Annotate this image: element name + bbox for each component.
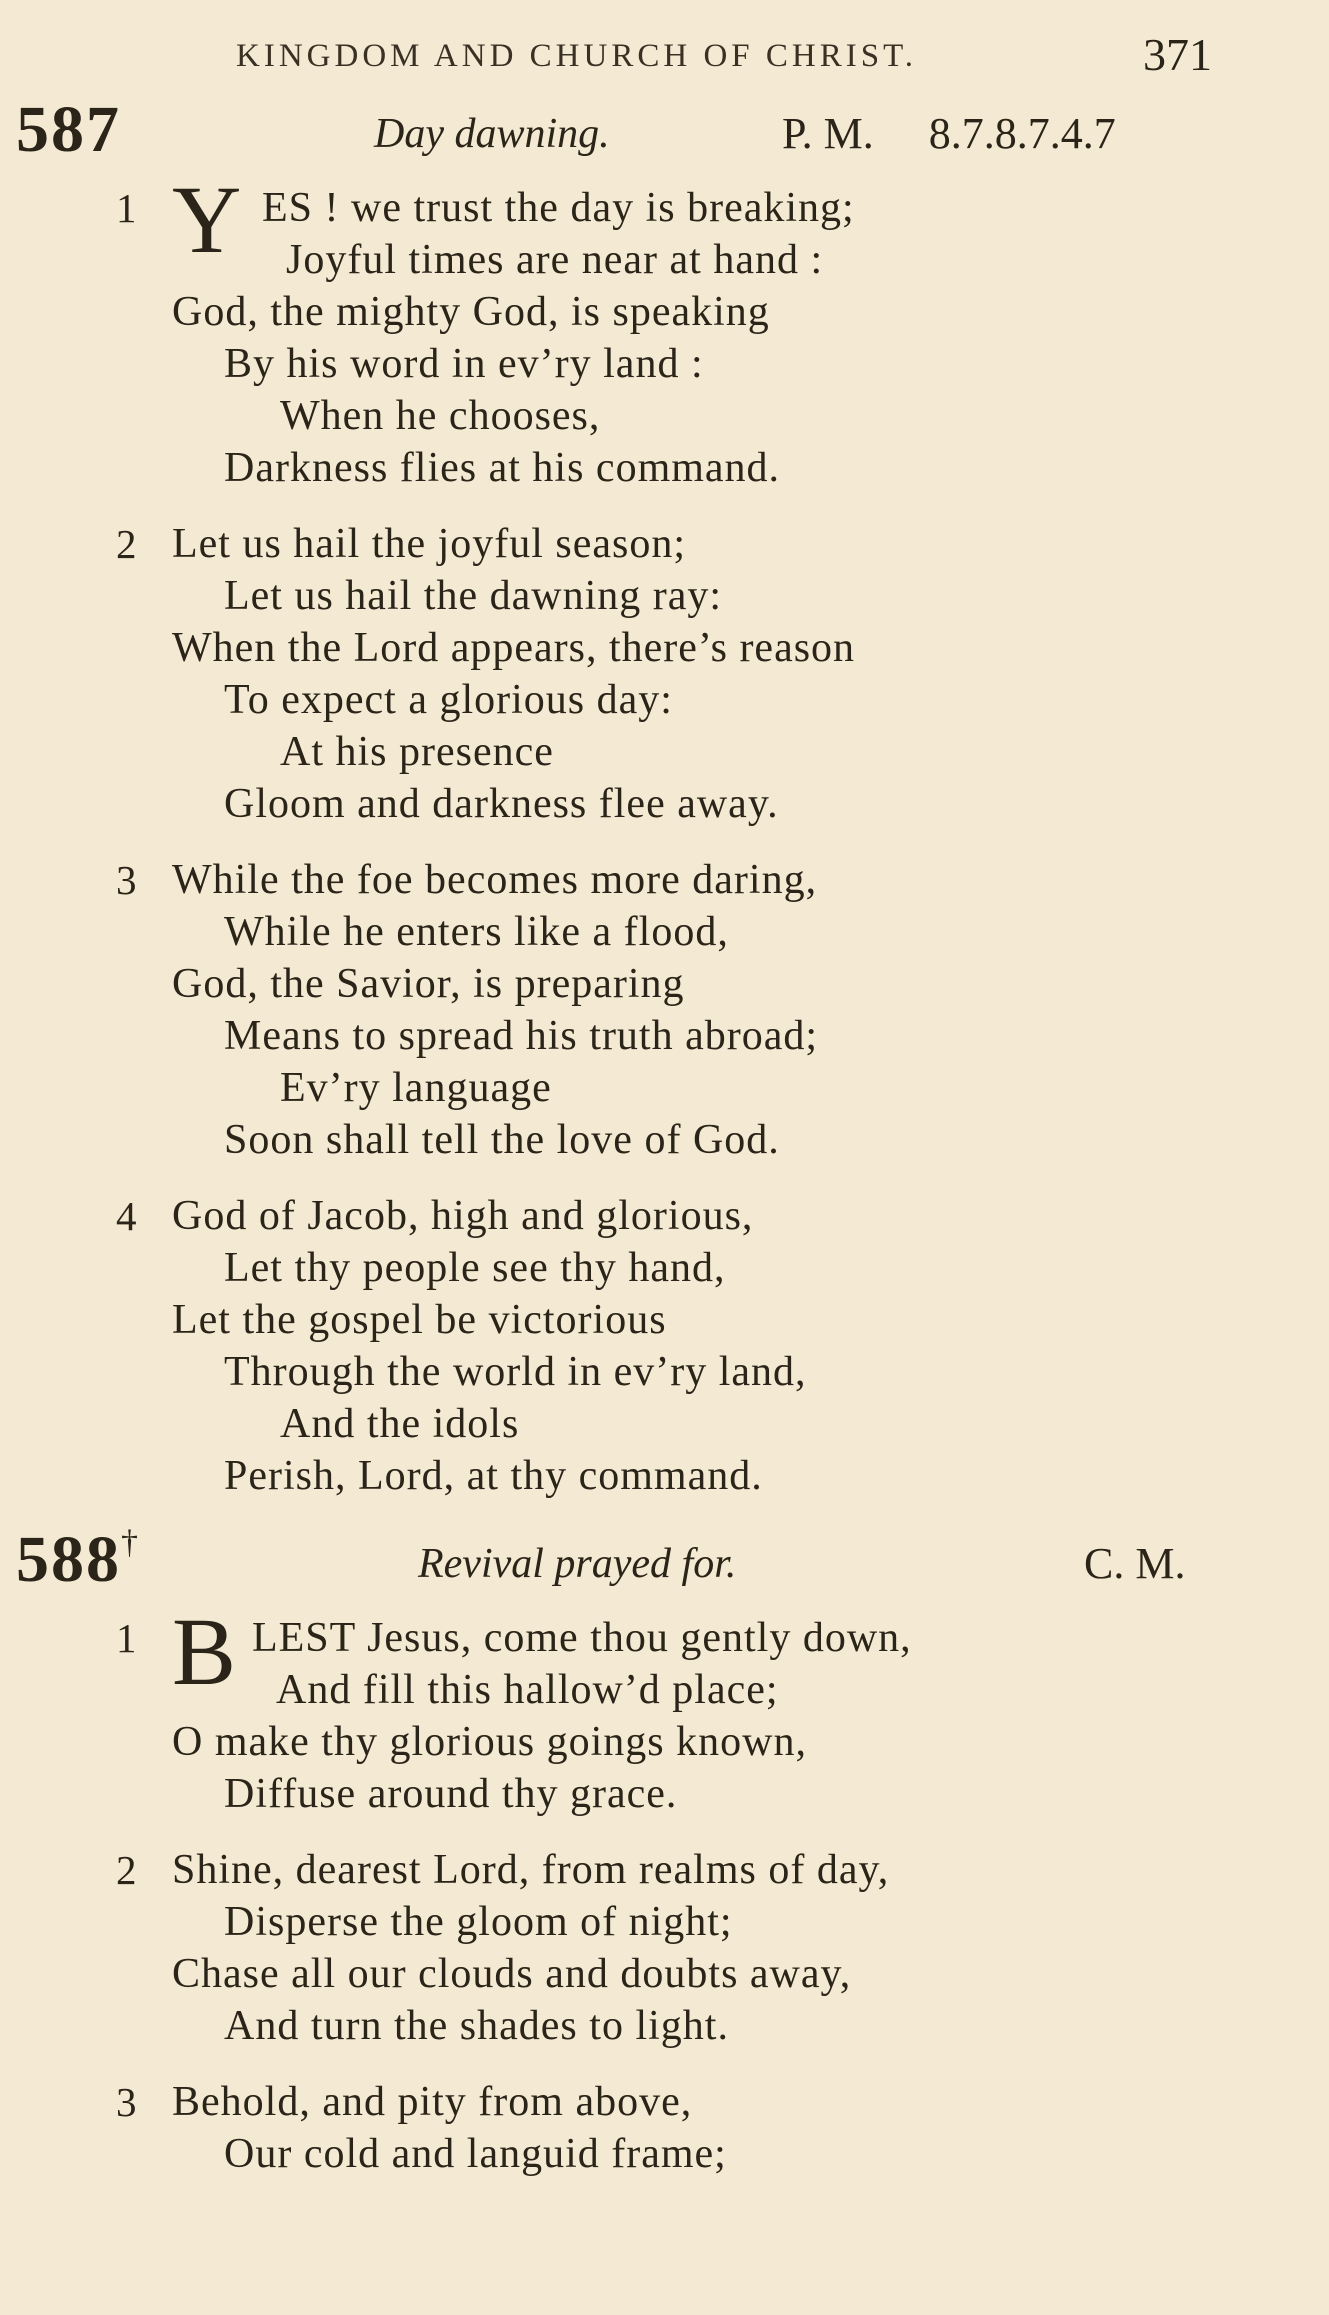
page-number: 371 bbox=[1143, 29, 1212, 80]
verse-number: 3 bbox=[116, 857, 137, 903]
verse-line: God of Jacob, high and glorious, bbox=[172, 1193, 754, 1239]
verse-line: Behold, and pity from above, bbox=[172, 2079, 693, 2125]
verse-line: Perish, Lord, at thy command. bbox=[224, 1453, 763, 1499]
verse-line: By his word in ev’ry land : bbox=[224, 341, 704, 387]
verse-line: ES ! we trust the day is breaking; bbox=[262, 185, 855, 231]
verse-line: Let the gospel be victorious bbox=[172, 1297, 667, 1343]
verse-line: While the foe becomes more daring, bbox=[172, 857, 818, 903]
verse-line: Gloom and darkness flee away. bbox=[224, 781, 779, 827]
hymn-meter: C. M. bbox=[1084, 1539, 1186, 1588]
verse-line: God, the mighty God, is speaking bbox=[172, 289, 770, 335]
verse-number: 4 bbox=[116, 1193, 137, 1239]
verse-line: And turn the shades to light. bbox=[224, 2003, 729, 2049]
verse-line: At his presence bbox=[280, 729, 554, 775]
verse-line: Darkness flies at his command. bbox=[224, 445, 781, 491]
verse-number: 1 bbox=[116, 185, 137, 231]
verse-line: God, the Savior, is preparing bbox=[172, 961, 685, 1007]
hymn-number: 588† bbox=[16, 1523, 140, 1596]
hymn-number: 587 bbox=[16, 93, 121, 166]
verse-line: To expect a glorious day: bbox=[224, 677, 673, 723]
verse-line: When the Lord appears, there’s reason bbox=[172, 625, 856, 671]
verse-number: 3 bbox=[116, 2079, 137, 2125]
verse-line: Soon shall tell the love of God. bbox=[224, 1117, 780, 1163]
verse-line: Diffuse around thy grace. bbox=[224, 1771, 678, 1817]
verse-line: Joyful times are near at hand : bbox=[286, 237, 824, 283]
verse-line: Let thy people see thy hand, bbox=[224, 1245, 726, 1291]
hymn-meter: P. M. 8.7.8.7.4.7 bbox=[782, 109, 1116, 158]
running-title: KINGDOM AND CHURCH OF CHRIST. bbox=[236, 38, 918, 74]
verse-line: Let us hail the dawning ray: bbox=[224, 573, 723, 619]
verse-number: 2 bbox=[116, 521, 137, 567]
verse-line: When he chooses, bbox=[280, 393, 601, 439]
verse-line: Shine, dearest Lord, from realms of day, bbox=[172, 1847, 890, 1893]
verse-line: Let us hail the joyful season; bbox=[172, 521, 687, 567]
verse-line: While he enters like a flood, bbox=[224, 909, 729, 955]
verse-line: Chase all our clouds and doubts away, bbox=[172, 1951, 852, 1997]
verse-line: And fill this hallow’d place; bbox=[276, 1667, 779, 1713]
verse-number: 1 bbox=[116, 1615, 137, 1661]
drop-cap: Y bbox=[172, 166, 242, 273]
verse-line: Ev’ry language bbox=[280, 1065, 552, 1111]
verse-line: Means to spread his truth abroad; bbox=[224, 1013, 819, 1059]
verse-number: 2 bbox=[116, 1847, 137, 1893]
verse-line: O make thy glorious goings known, bbox=[172, 1719, 807, 1765]
verse-line: And the idols bbox=[280, 1401, 520, 1447]
verse-line: Our cold and languid frame; bbox=[224, 2131, 727, 2177]
drop-cap: B bbox=[172, 1598, 237, 1705]
verse-line: Through the world in ev’ry land, bbox=[224, 1349, 807, 1395]
verse-line: LEST Jesus, come thou gently down, bbox=[252, 1615, 912, 1661]
hymn-title: Revival prayed for. bbox=[418, 1541, 737, 1587]
verse-line: Disperse the gloom of night; bbox=[224, 1899, 733, 1945]
hymn-title: Day dawning. bbox=[374, 111, 610, 157]
